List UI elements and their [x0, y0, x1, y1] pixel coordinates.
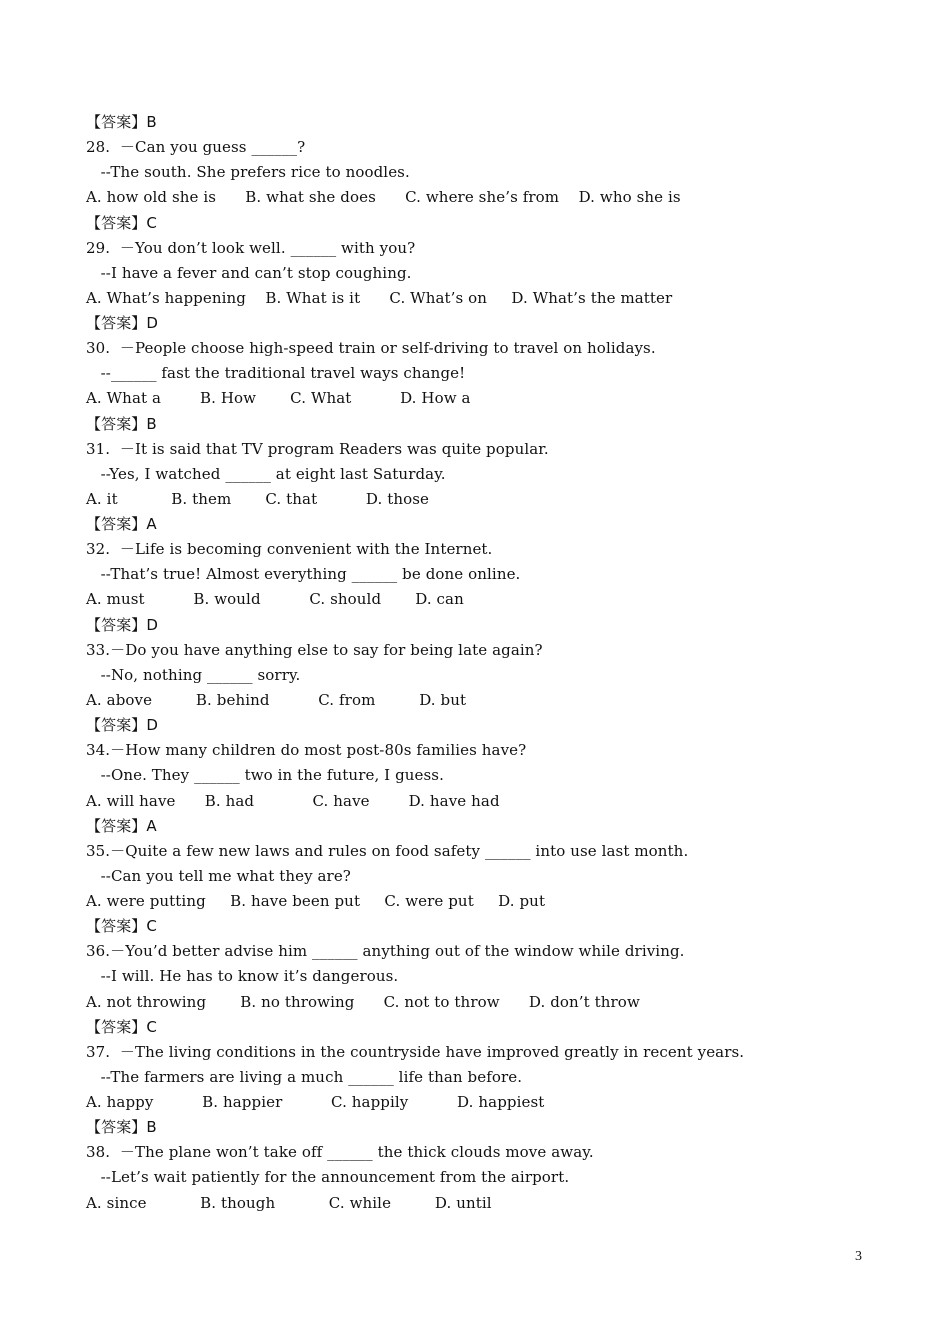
- page-number: 3: [855, 1249, 862, 1264]
- question-line: --I have a fever and can’t stop coughing.: [86, 263, 412, 282]
- answer-line: 【答案】B: [86, 1118, 157, 1137]
- options-line: A. how old she is B. what she does C. where she’s from D. who she is: [86, 188, 681, 207]
- answer-line: 【答案】B: [86, 414, 157, 433]
- options-line: A. since B. though C. while D. until: [86, 1193, 492, 1212]
- question-line: --I will. He has to know it’s dangerous.: [86, 967, 399, 986]
- question-line: --The south. She prefers rice to noodles.: [86, 163, 410, 182]
- options-line: A. What a B. How C. What D. How a: [86, 389, 471, 408]
- question-line: 36.－You’d better advise him ______ anything out of the window while driving.: [86, 942, 685, 961]
- options-line: A. were putting B. have been put C. were put D. put: [86, 892, 546, 911]
- question-line: --The farmers are living a much ______ life than before.: [86, 1067, 523, 1086]
- options-line: A. it B. them C. that D. those: [86, 489, 430, 508]
- question-line: 28. －Can you guess ______?: [86, 138, 306, 157]
- options-line: A. will have B. had C. have D. have had: [86, 791, 500, 810]
- question-line: --That’s true! Almost everything ______ be done online.: [86, 565, 521, 584]
- question-line: --Can you tell me what they are?: [86, 866, 351, 885]
- answer-line: 【答案】C: [86, 1017, 157, 1036]
- question-line: 31. －It is said that TV program Readers was quite popular.: [86, 439, 549, 458]
- options-line: A. happy B. happier C. happily D. happiest: [86, 1093, 545, 1112]
- question-line: --Let’s wait patiently for the announcement from the airport.: [86, 1168, 570, 1187]
- question-line: 34.－How many children do most post-80s families have?: [86, 741, 527, 760]
- options-line: A. must B. would C. should D. can: [86, 590, 464, 609]
- question-line: --Yes, I watched ______ at eight last Saturday.: [86, 464, 446, 483]
- answer-line: 【答案】A: [86, 816, 157, 835]
- question-line: 30. －People choose high-speed train or self-driving to travel on holidays.: [86, 339, 656, 358]
- question-line: 33.－Do you have anything else to say for being late again?: [86, 640, 543, 659]
- question-line: --______ fast the traditional travel ways change!: [86, 364, 466, 383]
- answer-line: 【答案】D: [86, 615, 159, 634]
- answer-line: 【答案】D: [86, 314, 159, 333]
- options-line: A. What’s happening B. What is it C. What’s on D. What’s the matter: [86, 288, 673, 307]
- question-line: 37. －The living conditions in the countryside have improved greatly in recent years.: [86, 1042, 745, 1061]
- answer-line: 【答案】C: [86, 917, 157, 936]
- question-line: 32. －Life is becoming convenient with the Internet.: [86, 540, 493, 559]
- question-line: 29. －You don’t look well. ______ with you?: [86, 238, 416, 257]
- answer-line: 【答案】B: [86, 113, 157, 131]
- question-line: --No, nothing ______ sorry.: [86, 665, 301, 684]
- question-line: --One. They ______ two in the future, I guess.: [86, 766, 444, 785]
- answer-line: 【答案】D: [86, 716, 159, 735]
- answer-line: 【答案】C: [86, 213, 157, 232]
- answer-line: 【答案】A: [86, 515, 157, 534]
- options-line: A. above B. behind C. from D. but: [86, 690, 467, 709]
- question-line: 38. －The plane won’t take off ______ the thick clouds move away.: [86, 1143, 594, 1162]
- question-line: 35.－Quite a few new laws and rules on food safety ______ into use last month.: [86, 841, 689, 860]
- options-line: A. not throwing B. no throwing C. not to throw D. don’t throw: [86, 992, 640, 1011]
